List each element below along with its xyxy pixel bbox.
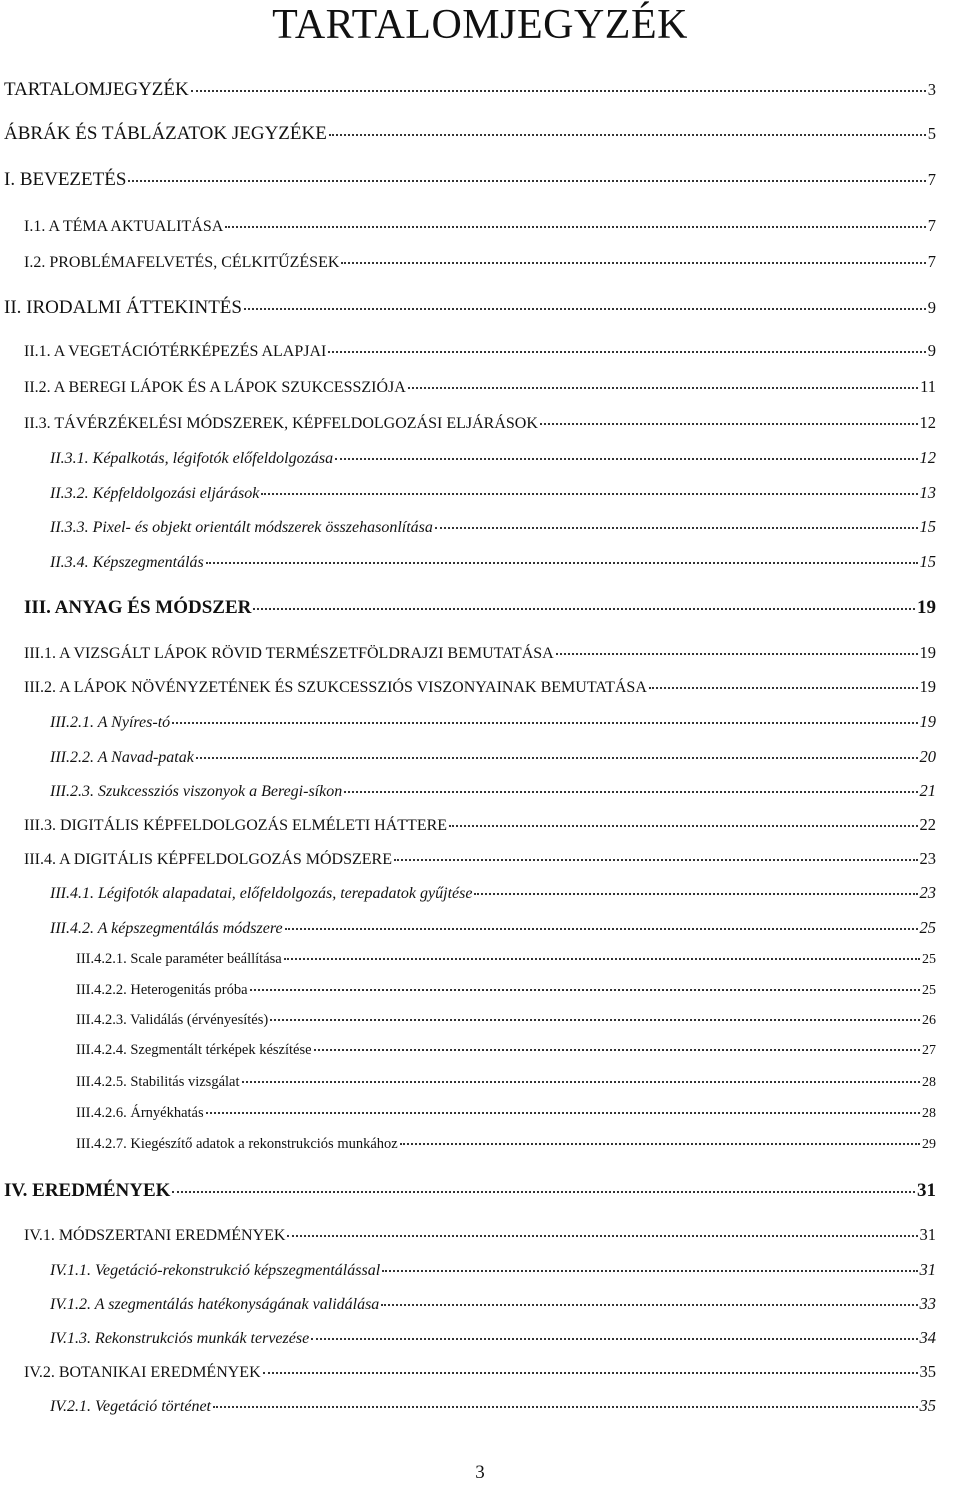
toc-entry[interactable]	[76, 951, 936, 968]
toc-entry[interactable]	[50, 448, 936, 468]
toc-dot-leader	[400, 1143, 920, 1145]
toc-entry-page: 7	[927, 252, 936, 271]
toc-dot-leader	[556, 653, 918, 655]
toc-entry[interactable]	[24, 849, 936, 869]
toc-entry-page: 31	[917, 1180, 936, 1201]
toc-entry[interactable]	[76, 1136, 936, 1153]
toc-entry-label: III.4.2.1. Scale paraméter beállítása	[76, 951, 282, 967]
toc-entry-label: III.4.2.3. Validálás (érvényesítés)	[76, 1012, 269, 1028]
toc-entry-label: III.4.2.5. Stabilitás vizsgálat	[76, 1074, 240, 1090]
toc-entry[interactable]	[24, 815, 936, 835]
toc-entry[interactable]	[24, 341, 936, 361]
toc-entry-page: 3	[927, 80, 936, 99]
toc-entry-label: III.4.1. Légifotók alapadatai, előfeldolgozás, terepadatok gyűjtése	[50, 885, 473, 902]
toc-dot-leader	[213, 1406, 918, 1408]
toc-entry[interactable]	[76, 1105, 936, 1122]
toc-dot-leader	[540, 423, 918, 425]
toc-entry-page: 20	[919, 747, 936, 766]
toc-entry-page: 23	[919, 883, 936, 902]
toc-entry[interactable]	[24, 677, 936, 697]
toc-entry-page: 34	[919, 1328, 936, 1347]
toc-entry-page: 31	[919, 1225, 936, 1244]
toc-entry[interactable]	[50, 1396, 936, 1416]
toc-entry[interactable]	[76, 982, 936, 999]
toc-entry-label: IV.1.3. Rekonstrukciós munkák tervezése	[50, 1330, 310, 1347]
toc-entry-label: II.1. A VEGETÁCIÓTÉRKÉPEZÉS ALAPJAI	[24, 343, 327, 360]
toc-entry-label: II.2. A BEREGI LÁPOK ÉS A LÁPOK SZUKCESSZIÓJA	[24, 379, 406, 396]
toc-dot-leader	[287, 1235, 917, 1237]
toc-entry-label: II.3.1. Képalkotás, légifotók előfeldolgozása	[50, 450, 334, 467]
toc-dot-leader	[381, 1304, 917, 1306]
toc-entry-page: 12	[919, 413, 936, 432]
toc-entry[interactable]	[24, 252, 936, 272]
toc-entry-page: 25	[922, 952, 936, 967]
toc-entry[interactable]	[4, 1180, 936, 1202]
toc-entry[interactable]	[50, 883, 936, 903]
toc-entry[interactable]	[4, 79, 936, 101]
toc-entry-page: 28	[922, 1075, 936, 1090]
toc-entry[interactable]	[50, 918, 936, 938]
toc-entry[interactable]	[4, 169, 936, 191]
toc-entry-page: 23	[919, 849, 936, 868]
toc-dot-leader	[263, 1372, 918, 1374]
toc-entry[interactable]	[24, 1362, 936, 1382]
toc-dot-leader	[394, 859, 918, 861]
toc-entry-label: II.3.3. Pixel- és objekt orientált módszerek összehasonlítása	[50, 519, 433, 536]
toc-dot-leader	[172, 722, 917, 724]
toc-entry-page: 28	[922, 1106, 936, 1121]
toc-dot-leader	[311, 1338, 917, 1340]
toc-entry-page: 25	[919, 918, 936, 937]
toc-entry-page: 19	[919, 712, 936, 731]
toc-dot-leader	[172, 1191, 915, 1193]
toc-entry-label: III.2.2. A Navad-patak	[50, 749, 194, 766]
toc-entry[interactable]	[24, 216, 936, 236]
toc-entry-page: 27	[922, 1043, 936, 1058]
toc-dot-leader	[329, 134, 926, 136]
toc-entry-label: III.1. A VIZSGÁLT LÁPOK RÖVID TERMÉSZETFÖLDRAJZI BEMUTATÁSA	[24, 645, 554, 662]
page-title: TARTALOMJEGYZÉK	[272, 2, 688, 48]
toc-entry[interactable]	[50, 781, 936, 801]
toc-entry-label: III. ANYAG ÉS MÓDSZER	[24, 597, 252, 618]
toc-entry[interactable]	[50, 747, 936, 767]
toc-entry-page: 9	[927, 341, 936, 360]
toc-entry-label: III.2.1. A Nyíres-tó	[50, 714, 171, 731]
toc-entry-label: I.1. A TÉMA AKTUALITÁSA	[24, 218, 224, 235]
toc-entry-label: ÁBRÁK ÉS TÁBLÁZATOK JEGYZÉKE	[4, 123, 327, 144]
toc-entry-label: II.3.2. Képfeldolgozási eljárások	[50, 485, 260, 502]
toc-entry-label: III.4. A DIGITÁLIS KÉPFELDOLGOZÁS MÓDSZERE	[24, 851, 392, 868]
toc-entry-page: 26	[922, 1013, 936, 1028]
toc-dot-leader	[270, 1019, 920, 1021]
toc-dot-leader	[474, 893, 917, 895]
toc-entry[interactable]	[4, 123, 936, 145]
toc-entry-label: I. BEVEZETÉS	[4, 169, 127, 190]
toc-entry-label: IV. EREDMÉNYEK	[4, 1180, 171, 1201]
toc-entry-label: IV.2.1. Vegetáció történet	[50, 1398, 211, 1415]
toc-dot-leader	[408, 387, 918, 389]
toc-entry-page: 22	[919, 815, 936, 834]
toc-entry[interactable]	[24, 1225, 936, 1245]
toc-entry[interactable]	[50, 1260, 936, 1280]
toc-entry-page: 19	[917, 597, 936, 618]
toc-dot-leader	[196, 757, 918, 759]
toc-entry-page: 29	[922, 1137, 936, 1152]
toc-entry-page: 21	[919, 781, 936, 800]
toc-dot-leader	[649, 687, 918, 689]
toc-entry-label: I.2. PROBLÉMAFELVETÉS, CÉLKITŰZÉSEK	[24, 254, 340, 271]
toc-entry-label: TARTALOMJEGYZÉK	[4, 79, 189, 100]
toc-entry[interactable]	[76, 1012, 936, 1029]
toc-entry-page: 12	[919, 448, 936, 467]
toc-entry-page: 35	[919, 1396, 936, 1415]
toc-entry-label: II.3.4. Képszegmentálás	[50, 554, 204, 571]
toc-entry[interactable]	[76, 1074, 936, 1091]
toc-entry[interactable]	[50, 483, 936, 503]
toc-entry-page: 11	[920, 377, 936, 396]
toc-dot-leader	[328, 351, 925, 353]
toc-entry[interactable]	[50, 517, 936, 537]
toc-dot-leader	[284, 958, 920, 960]
toc-entry-label: IV.1.1. Vegetáció-rekonstrukció képszegmentálással	[50, 1262, 381, 1279]
toc-entry-label: III.4.2. A képszegmentálás módszere	[50, 920, 283, 937]
toc-entry-page: 19	[919, 643, 936, 662]
toc-entry-page: 33	[919, 1294, 936, 1313]
toc-entry-page: 7	[927, 216, 936, 235]
toc-dot-leader	[253, 608, 915, 610]
toc-dot-leader	[225, 226, 925, 228]
toc-dot-leader	[285, 928, 918, 930]
toc-entry-label: IV.1. MÓDSZERTANI EREDMÉNYEK	[24, 1227, 286, 1244]
toc-dot-leader	[250, 989, 920, 991]
toc-entry-label: III.4.2.4. Szegmentált térképek készítése	[76, 1042, 312, 1058]
toc-dot-leader	[435, 527, 918, 529]
toc-entry-page: 15	[919, 552, 936, 571]
toc-entry-page: 15	[919, 517, 936, 536]
toc-dot-leader	[128, 180, 925, 182]
toc-dot-leader	[335, 458, 917, 460]
toc-entry-page: 9	[927, 298, 936, 317]
toc-dot-leader	[206, 1112, 920, 1114]
toc-entry[interactable]	[50, 1294, 936, 1314]
toc-dot-leader	[206, 562, 918, 564]
toc-entry-page: 25	[922, 983, 936, 998]
toc-dot-leader	[242, 1081, 921, 1083]
toc-entry-label: III.4.2.6. Árnyékhatás	[76, 1105, 204, 1121]
toc-entry-page: 35	[919, 1362, 936, 1381]
toc-entry[interactable]	[76, 1042, 936, 1059]
toc-entry[interactable]	[24, 597, 936, 619]
toc-entry-label: III.4.2.2. Heterogenitás próba	[76, 982, 248, 998]
toc-entry-label: IV.2. BOTANIKAI EREDMÉNYEK	[24, 1364, 261, 1381]
toc-entry-page: 31	[919, 1260, 936, 1279]
toc-entry[interactable]	[50, 552, 936, 572]
page-number: 3	[475, 1462, 485, 1483]
toc-dot-leader	[191, 90, 926, 92]
toc-dot-leader	[449, 825, 917, 827]
toc-dot-leader	[344, 791, 917, 793]
toc-entry-page: 13	[919, 483, 936, 502]
toc-entry[interactable]	[4, 297, 936, 319]
toc-dot-leader	[244, 308, 926, 310]
toc-entry-label: III.4.2.7. Kiegészítő adatok a rekonstrukciós munkához	[76, 1136, 398, 1152]
toc-entry-label: III.2.3. Szukcessziós viszonyok a Beregi-síkon	[50, 783, 343, 800]
toc-entry-label: II. IRODALMI ÁTTEKINTÉS	[4, 297, 242, 318]
toc-dot-leader	[314, 1049, 920, 1051]
toc-entry[interactable]	[24, 377, 936, 397]
toc-entry-page: 5	[927, 124, 936, 143]
toc-entry[interactable]	[50, 1328, 936, 1348]
toc-dot-leader	[341, 262, 925, 264]
toc-entry-label: III.2. A LÁPOK NÖVÉNYZETÉNEK ÉS SZUKCESSZIÓS VISZONYAINAK BEMUTATÁSA	[24, 679, 647, 696]
toc-entry-label: IV.1.2. A szegmentálás hatékonyságának validálása	[50, 1296, 380, 1313]
toc-entry[interactable]	[24, 413, 936, 433]
toc-dot-leader	[382, 1270, 917, 1272]
toc-entry-label: II.3. TÁVÉRZÉKELÉSI MÓDSZEREK, KÉPFELDOLGOZÁSI ELJÁRÁSOK	[24, 415, 538, 432]
toc-entry[interactable]	[50, 712, 936, 732]
toc-entry[interactable]	[24, 643, 936, 663]
toc-entry-label: III.3. DIGITÁLIS KÉPFELDOLGOZÁS ELMÉLETI HÁTTERE	[24, 817, 448, 834]
toc-entry-page: 7	[927, 170, 936, 189]
toc-entry-page: 19	[919, 677, 936, 696]
toc-dot-leader	[261, 493, 917, 495]
